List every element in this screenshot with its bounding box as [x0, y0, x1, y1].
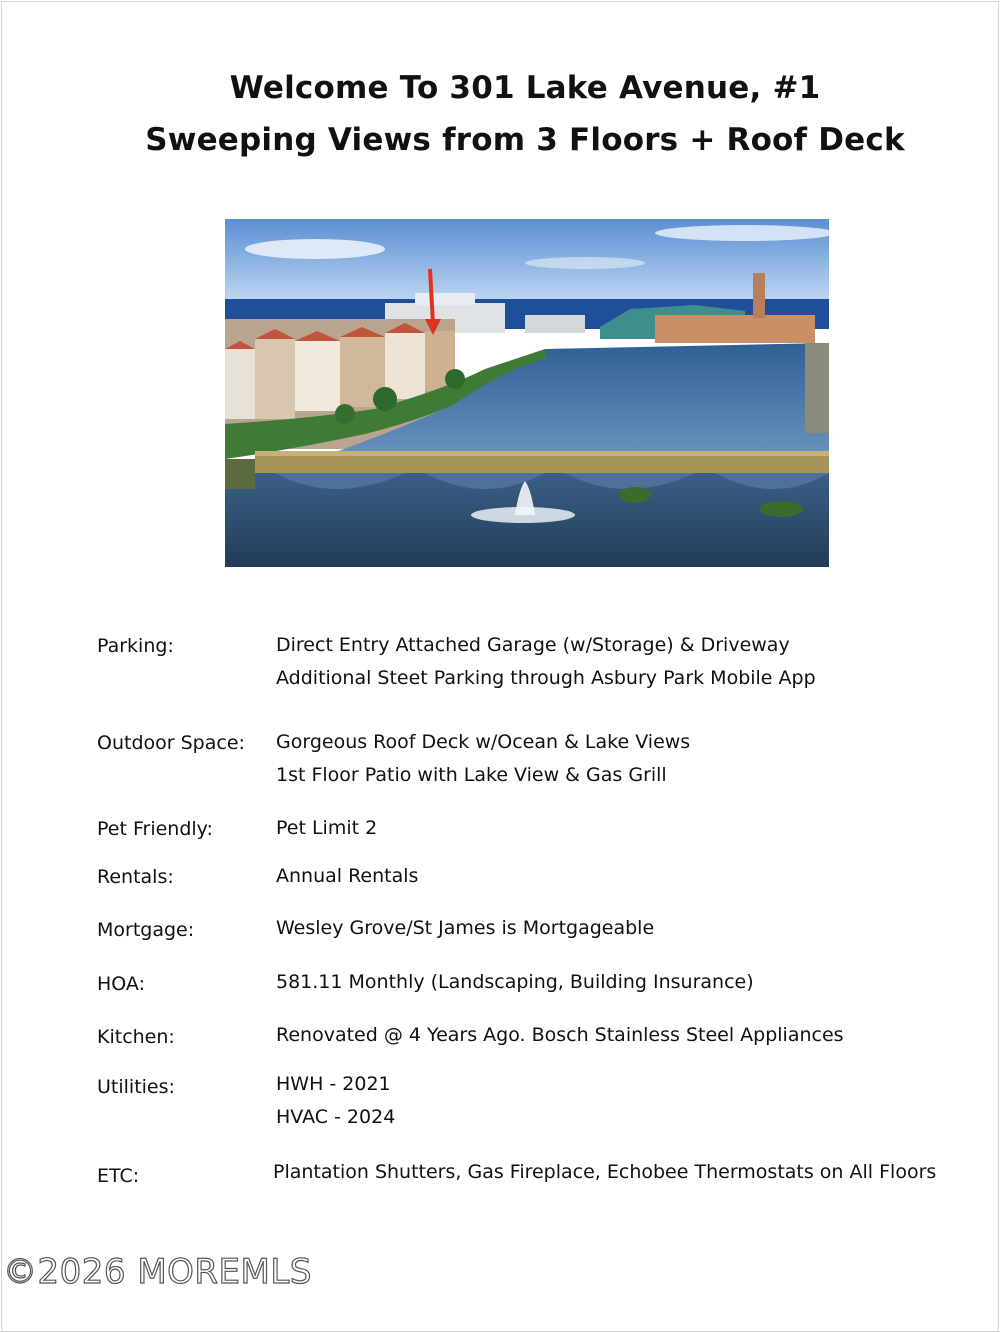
feature-label: ETC:: [97, 1165, 140, 1187]
copyright-watermark: ©2026 MOREMLS: [3, 1252, 312, 1292]
feature-label: Parking:: [97, 635, 174, 657]
feature-value: Plantation Shutters, Gas Fireplace, Echobee Thermostats on All Floors: [273, 1161, 937, 1183]
feature-value: Annual Rentals: [276, 865, 419, 887]
feature-value: Gorgeous Roof Deck w/Ocean & Lake Views: [276, 731, 691, 753]
page-subtitle: Sweeping Views from 3 Floors + Roof Deck: [145, 122, 905, 158]
feature-value: HVAC - 2024: [276, 1106, 396, 1128]
feature-label: Mortgage:: [97, 919, 195, 941]
feature-value: 1st Floor Patio with Lake View & Gas Grill: [276, 764, 667, 786]
aerial-lake-photo: [225, 219, 829, 567]
feature-label: Pet Friendly:: [97, 818, 213, 840]
feature-value: Pet Limit 2: [276, 817, 378, 839]
feature-value: Wesley Grove/St James is Mortgageable: [276, 917, 655, 939]
feature-value: 581.11 Monthly (Landscaping, Building Insurance): [276, 971, 754, 993]
feature-label: Kitchen:: [97, 1026, 175, 1048]
feature-label: HOA:: [97, 973, 145, 995]
feature-label: Rentals:: [97, 866, 174, 888]
feature-label: Outdoor Space:: [97, 732, 245, 754]
page-title: Welcome To 301 Lake Avenue, #1: [229, 70, 821, 106]
feature-value: HWH - 2021: [276, 1073, 391, 1095]
feature-value: Direct Entry Attached Garage (w/Storage) & Driveway: [276, 634, 790, 656]
feature-label: Utilities:: [97, 1076, 175, 1098]
feature-value: Additional Steet Parking through Asbury Park Mobile App: [276, 667, 816, 689]
feature-value: Renovated @ 4 Years Ago. Bosch Stainless Steel Appliances: [276, 1024, 844, 1046]
